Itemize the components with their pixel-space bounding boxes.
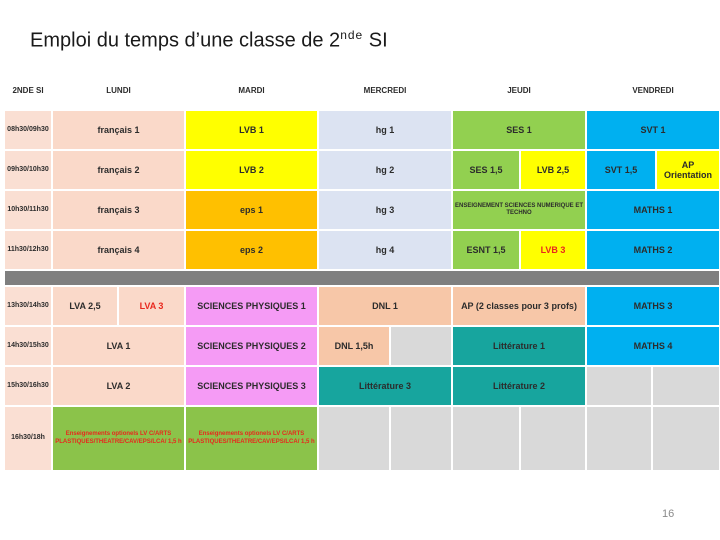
course-cell: LVB 2,5 bbox=[520, 150, 586, 190]
time-slot: 11h30/12h30 bbox=[4, 230, 52, 270]
course-cell: LVA 3 bbox=[118, 286, 185, 326]
course-cell: hg 3 bbox=[318, 190, 452, 230]
time-slot: 15h30/16h30 bbox=[4, 366, 52, 406]
day-header-lundi: LUNDI bbox=[52, 72, 185, 110]
course-cell: MATHS 3 bbox=[586, 286, 720, 326]
time-slot: 10h30/11h30 bbox=[4, 190, 52, 230]
time-slot: 14h30/15h30 bbox=[4, 326, 52, 366]
course-cell: LVA 2,5 bbox=[52, 286, 118, 326]
empty-cell bbox=[452, 406, 520, 471]
time-slot: 08h30/09h30 bbox=[4, 110, 52, 150]
course-cell: Enseignements optionels LV C/ARTS PLASTIQUES/THEATRE/CAV/EPS/LCA/ 1,5 h bbox=[52, 406, 185, 471]
course-cell: eps 2 bbox=[185, 230, 318, 270]
course-cell: LVB 1 bbox=[185, 110, 318, 150]
course-cell: SVT 1 bbox=[586, 110, 720, 150]
course-cell: LVA 2 bbox=[52, 366, 185, 406]
course-cell: LVB 3 bbox=[520, 230, 586, 270]
course-cell: MATHS 1 bbox=[586, 190, 720, 230]
empty-cell bbox=[586, 366, 652, 406]
course-cell: hg 4 bbox=[318, 230, 452, 270]
course-cell: hg 2 bbox=[318, 150, 452, 190]
slide-title: Emploi du temps d’une classe de 2nde SI bbox=[30, 28, 388, 52]
course-cell: français 4 bbox=[52, 230, 185, 270]
empty-cell bbox=[586, 406, 652, 471]
lunch-break bbox=[4, 270, 720, 286]
day-header-jeudi: JEUDI bbox=[452, 72, 586, 110]
course-cell: LVB 2 bbox=[185, 150, 318, 190]
empty-cell bbox=[652, 366, 720, 406]
time-slot: 09h30/10h30 bbox=[4, 150, 52, 190]
course-cell: AP Orientation bbox=[656, 150, 720, 190]
course-cell: Littérature 1 bbox=[452, 326, 586, 366]
course-cell: ENSEIGNEMENT SCIENCES NUMERIQUE ET TECHNO bbox=[452, 190, 586, 230]
day-header-mardi: MARDI bbox=[185, 72, 318, 110]
course-cell: SCIENCES PHYSIQUES 1 bbox=[185, 286, 318, 326]
course-cell: hg 1 bbox=[318, 110, 452, 150]
corner-cell: 2NDE SI bbox=[4, 72, 52, 110]
course-cell: SCIENCES PHYSIQUES 3 bbox=[185, 366, 318, 406]
empty-cell bbox=[652, 406, 720, 471]
course-cell: MATHS 4 bbox=[586, 326, 720, 366]
course-cell: Littérature 3 bbox=[318, 366, 452, 406]
course-cell: Enseignements optionels LV C/ARTS PLASTIQUES/THEATRE/CAV/EPS/LCA/ 1,5 h bbox=[185, 406, 318, 471]
course-cell: français 2 bbox=[52, 150, 185, 190]
course-cell: LVA 1 bbox=[52, 326, 185, 366]
course-cell: SVT 1,5 bbox=[586, 150, 656, 190]
course-cell: SCIENCES PHYSIQUES 2 bbox=[185, 326, 318, 366]
course-cell: français 3 bbox=[52, 190, 185, 230]
course-cell: MATHS 2 bbox=[586, 230, 720, 270]
course-cell: Littérature 2 bbox=[452, 366, 586, 406]
empty-cell bbox=[390, 326, 452, 366]
empty-cell bbox=[390, 406, 452, 471]
course-cell: DNL 1 bbox=[318, 286, 452, 326]
course-cell: SES 1 bbox=[452, 110, 586, 150]
course-cell: DNL 1,5h bbox=[318, 326, 390, 366]
timetable bbox=[4, 72, 720, 471]
course-cell: français 1 bbox=[52, 110, 185, 150]
empty-cell bbox=[318, 406, 390, 471]
day-header-mercredi: MERCREDI bbox=[318, 72, 452, 110]
page-number: 16 bbox=[662, 508, 675, 520]
course-cell: AP (2 classes pour 3 profs) bbox=[452, 286, 586, 326]
empty-cell bbox=[520, 406, 586, 471]
time-slot: 16h30/18h bbox=[4, 406, 52, 471]
course-cell: eps 1 bbox=[185, 190, 318, 230]
course-cell: ESNT 1,5 bbox=[452, 230, 520, 270]
time-slot: 13h30/14h30 bbox=[4, 286, 52, 326]
day-header-vendredi: VENDREDI bbox=[586, 72, 720, 110]
course-cell: SES 1,5 bbox=[452, 150, 520, 190]
